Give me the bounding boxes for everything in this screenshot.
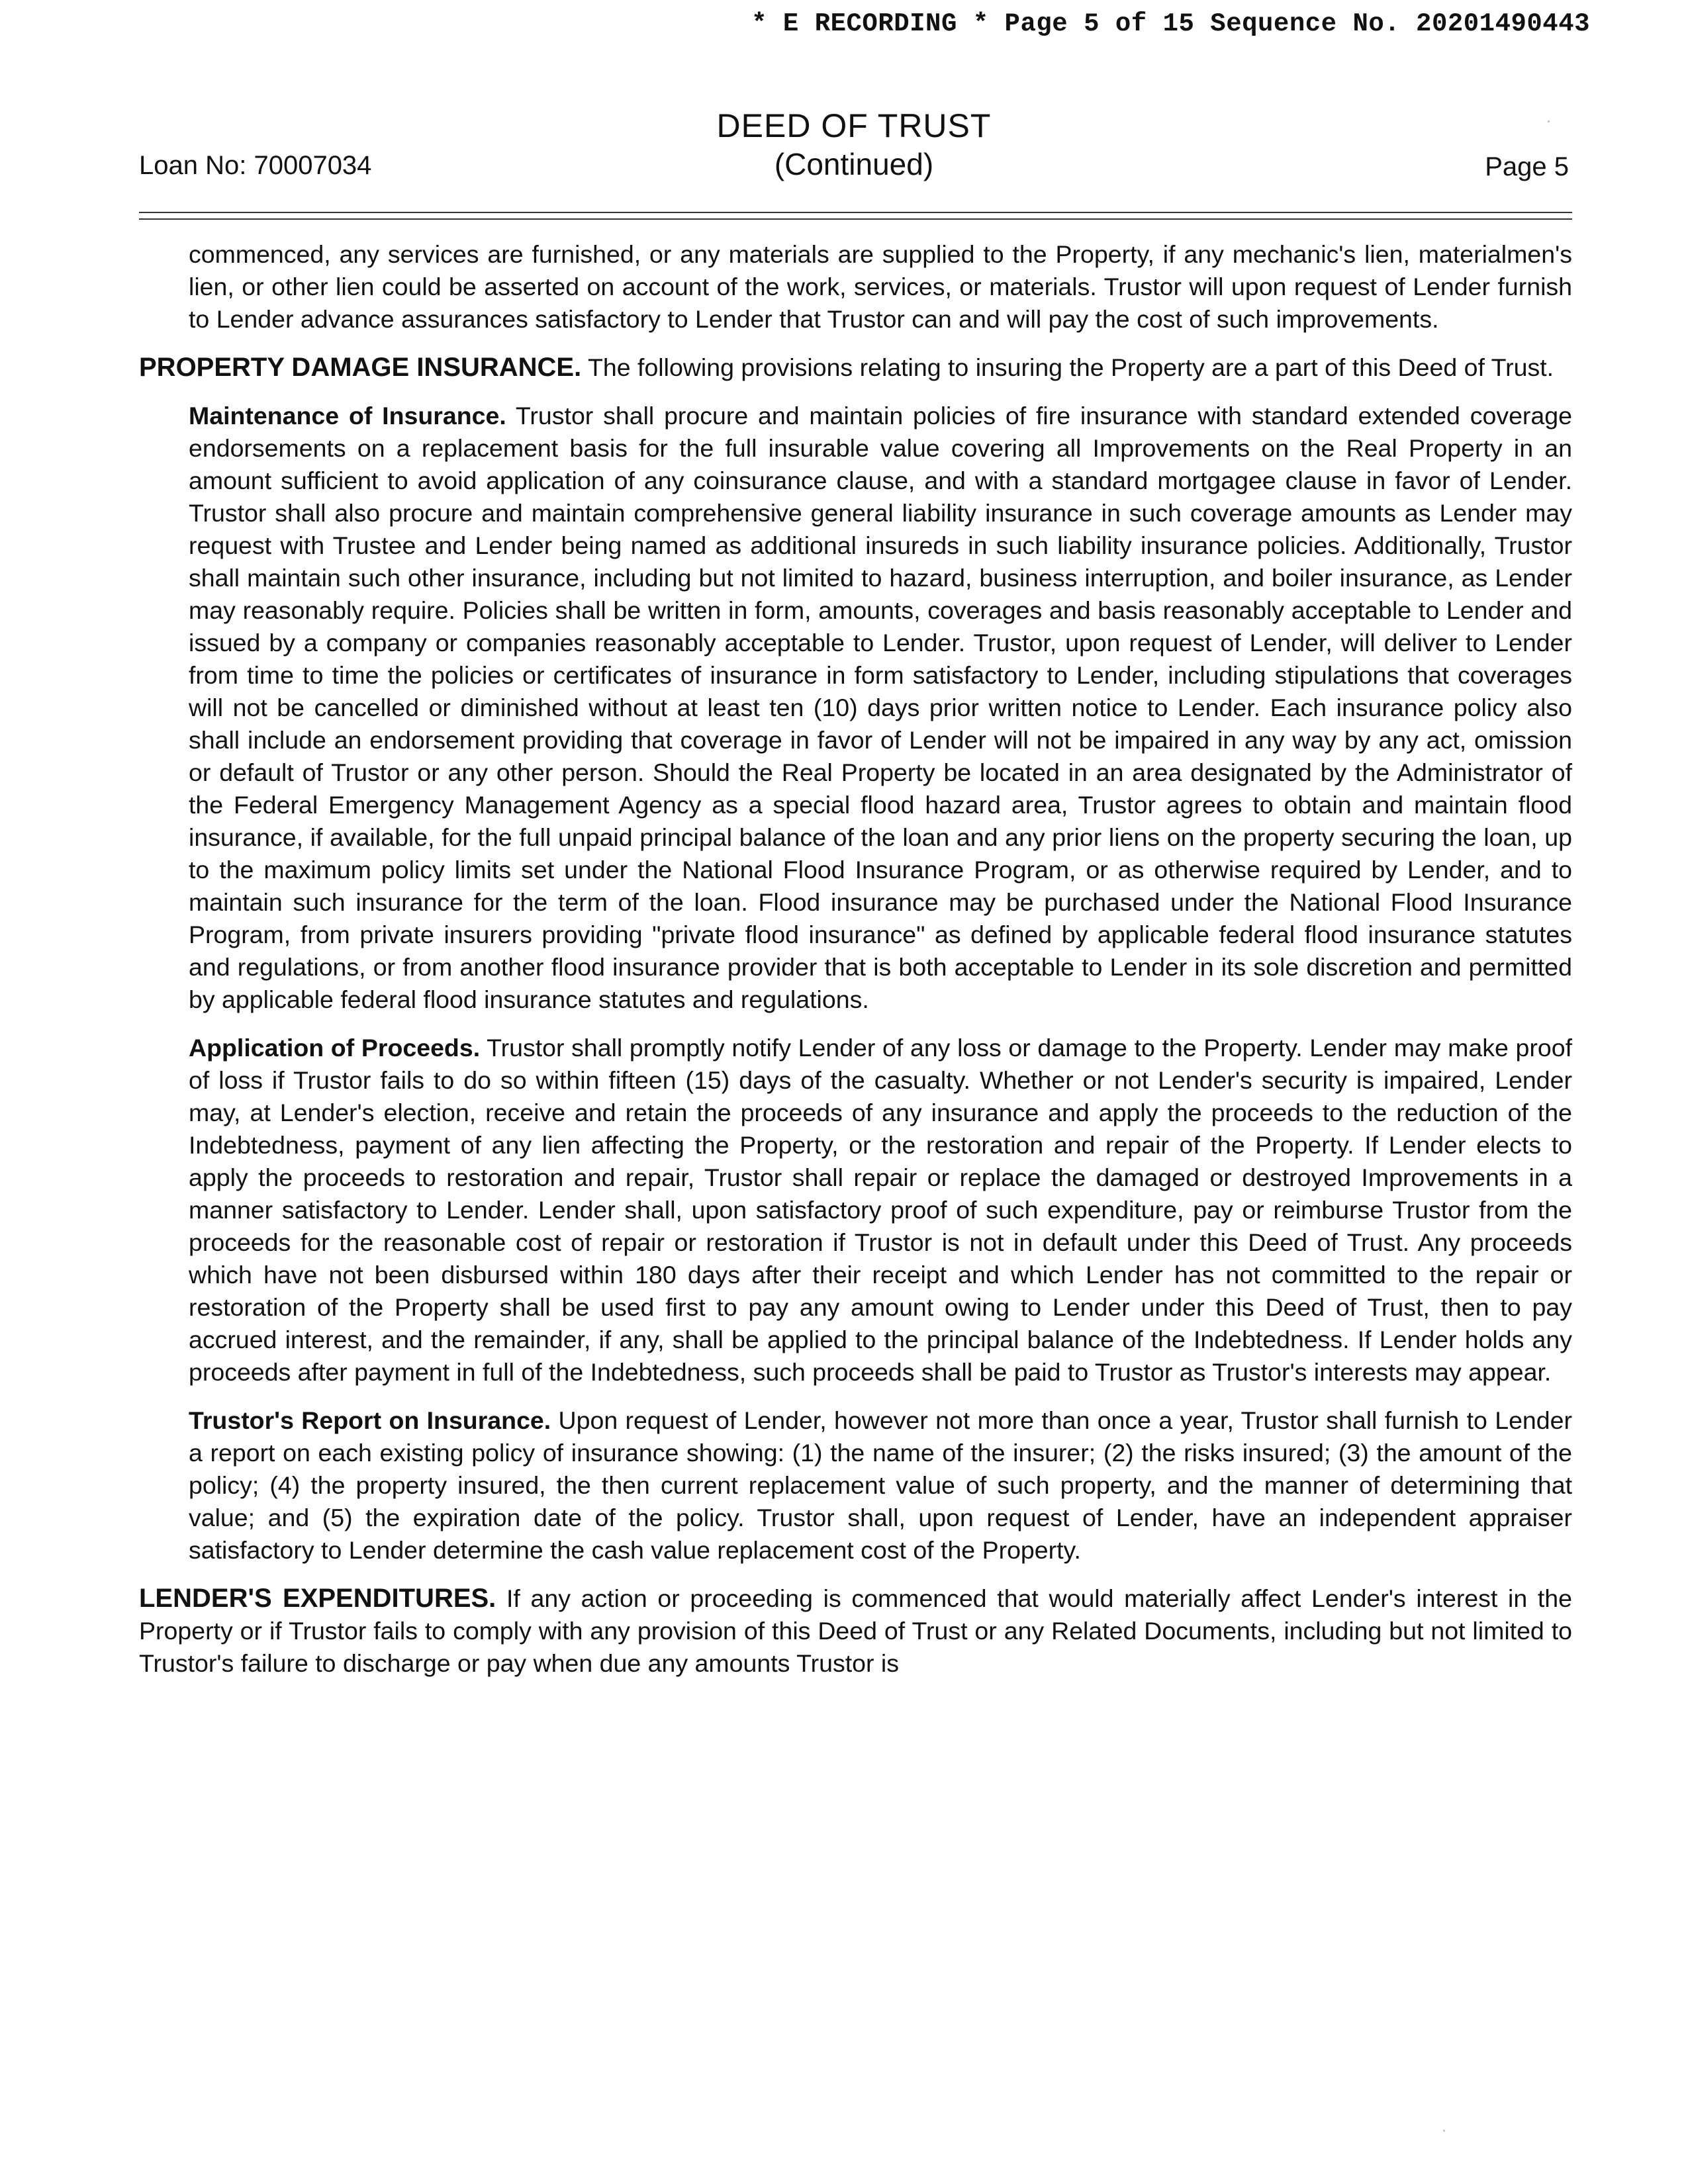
report-text: Upon request of Lender, however not more than once a year, Trustor shall furnish to Lender a report on each existing policy of insurance showing: (1) the name of the insurer; (2) the risks insured; (3) the amount of the policy; (4) the property insured, the then current replacement value of such property, and the manner of determining that value; and (5) the expiration date of the policy. Trustor shall, upon request of Lender, have an independent appraiser satisfactory to Lender determine the cash value replacement cost of the Property.: [189, 1406, 1572, 1564]
header-rule-top: [139, 212, 1572, 213]
maintenance-heading: Maintenance of Insurance.: [189, 402, 506, 430]
application-text: Trustor shall promptly notify Lender of any loss or damage to the Property. Lender may make proof of loss if Trustor fails to do so within fifteen (15) days of the casualty. Whether or not Lender's security is impaired, Lender may, at Lender's election, receive and retain the proceeds of any insurance and apply the proceeds to the reduction of the Indebtedness, payment of any lien affecting the Property, or the restoration and repair of the Property. If Lender elects to apply the proceeds to restoration and repair, Trustor shall repair or replace the damaged or destroyed Improvements in a manner satisfactory to Lender. Lender shall, upon satisfactory proof of such expenditure, pay or reimburse Trustor from the proceeds for the reasonable cost of repair or restoration if Trustor is not in default under this Deed of Trust. Any proceeds which have not been disbursed within 180 days after their receipt and which Lender has not committed to the repair or restoration of the Property shall be used first to pay any amount owing to Lender under this Deed of Trust, then to pay accrued interest, and the remainder, if any, shall be applied to the principal balance of the Indebtedness. If Lender holds any proceeds after payment in full of the Indebtedness, such proceeds shall be paid to Trustor as Trustor's interests may appear.: [189, 1034, 1573, 1386]
scan-speck: [1548, 120, 1550, 122]
expenditures-text: If any action or proceeding is commenced that would materially affect Lender's interest in the Property or if Trustor fails to comply with any provision of this Deed of Trust or any Related Documents, including but not limited to Trustor's failure to discharge or pay when due any amounts Trustor is: [139, 1584, 1572, 1677]
document-header: [139, 106, 1569, 199]
expenditures-heading: LENDER'S EXPENDITURES.: [139, 1584, 496, 1613]
maintenance-paragraph: [139, 400, 1572, 1016]
property-damage-heading: PROPERTY DAMAGE INSURANCE.: [139, 353, 582, 382]
continued-paragraph: commenced, any services are furnished, or any materials are supplied to the Property, if any mechanic's lien, materialmen's lien, or other lien could be asserted on account of the work, services, or materials. Trustor will upon request of Lender furnish to Lender advance assurances satisfactory to Lender that Trustor can and will pay the cost of such improvements.: [189, 240, 1572, 333]
loan-number: Loan No: 70007034: [139, 151, 372, 180]
header-rule-bottom: [139, 218, 1572, 220]
property-damage-text: The following provisions relating to insuring the Property are a part of this Deed of Trust.: [587, 353, 1554, 381]
document-subtitle: (Continued): [774, 147, 934, 181]
application-paragraph: [139, 1032, 1572, 1388]
page-number: Page 5: [1485, 152, 1569, 181]
recording-banner: * E RECORDING * Page 5 of 15 Sequence No. 20201490443: [751, 9, 1590, 38]
document-body: [139, 238, 1572, 1680]
scan-speck: [1443, 2130, 1445, 2132]
document-title: DEED OF TRUST: [716, 107, 992, 144]
property-damage-paragraph: [139, 351, 1572, 384]
application-heading: Application of Proceeds.: [189, 1034, 481, 1062]
report-paragraph: [139, 1404, 1572, 1567]
report-heading: Trustor's Report on Insurance.: [189, 1406, 551, 1434]
expenditures-paragraph: [139, 1582, 1572, 1680]
maintenance-text: Trustor shall procure and maintain policies of fire insurance with standard extended coverage endorsements on a replacement basis for the full insurable value covering all Improvements on the Real Property in an amount sufficient to avoid application of any coinsurance clause, and with a standard mortgagee clause in favor of Lender. Trustor shall also procure and maintain comprehensive general liability insurance in such coverage amounts as Lender may request with Trustee and Lender being named as additional insureds in such liability insurance policies. Additionally, Trustor shall maintain such other insurance, including but not limited to hazard, business interruption, and boiler insurance, as Lender may reasonably require. Policies shall be written in form, amounts, coverages and basis reasonably acceptable to Lender and issued by a company or companies reasonably acceptable to Lender. Trustor, upon request of Lender, will deliver to Lender from time to time the policies or certificates of insurance in form satisfactory to Lender, including stipulations that coverages will not be cancelled or diminished without at least ten (10) days prior written notice to Lender. Each insurance policy also shall include an endorsement providing that coverage in favor of Lender will not be impaired in any way by any act, omission or default of Trustor or any other person. Should the Real Property be located in an area designated by the Administrator of the Federal Emergency Management Agency as a special flood hazard area, Trustor agrees to obtain and maintain flood insurance, if available, for the full unpaid principal balance of the loan and any prior liens on the property securing the loan, up to the maximum policy limits set under the National Flood Insurance Program, or as otherwise required by Lender, and to maintain such insurance for the term of the loan. Flood insurance may be purchased under the National Flood Insurance Program, from private insurers providing "private flood insurance" as defined by applicable federal flood insurance statutes and regulations, or from another flood insurance provider that is both acceptable to Lender in its sole discretion and permitted by applicable federal flood insurance statutes and regulations.: [189, 402, 1572, 1013]
